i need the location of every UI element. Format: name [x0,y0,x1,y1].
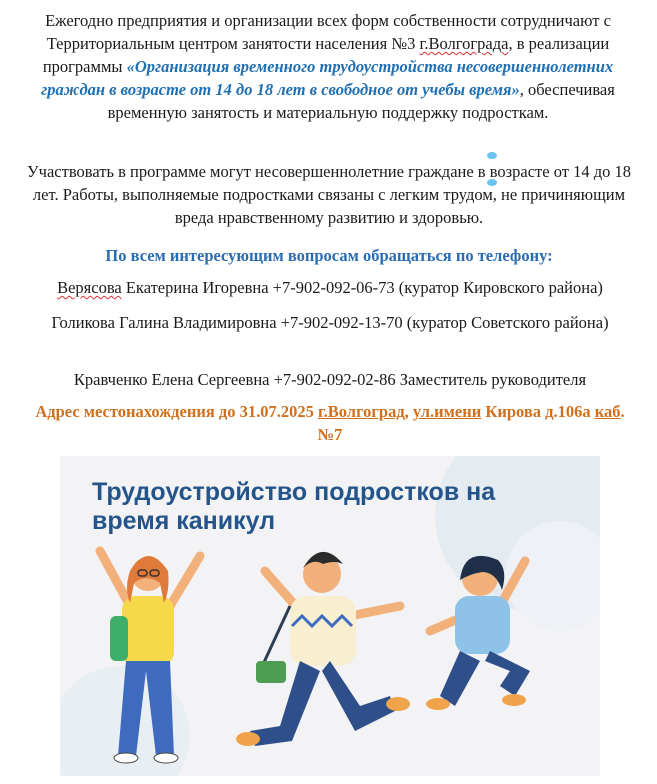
banner-image [60,456,600,776]
address-room-rest: . №7 [317,402,625,444]
address-room: каб [594,402,621,421]
contact-line: Кравченко Елена Сергеевна +7-902-092-02-86 Заместитель руководителя [73,370,587,389]
questions-heading: По всем интересующим вопросам обращаться по телефону: [105,246,553,265]
intro-text: Ежегодно предприятия и организации всех форм собственности сотрудничают с Территориальным центром занятости населения №3 [45,11,611,53]
contact-details: Екатерина Игоревна +7-902-092-06-73 (куратор Кировского района) [121,278,603,297]
contact-line: Голикова Галина Владимировна +7-902-092-13-70 (куратор Советского района) [51,313,609,332]
boy-center-figure [236,552,410,746]
cursor-marker-icon [487,152,497,159]
banner-title: Трудоустройство подростков на время каникул [92,478,496,535]
intro-text-3: , обеспечивая временную занятость и материальную поддержку подросткам. [107,80,615,122]
intro-city: г.Волгограда [419,34,509,53]
intro-paragraph [22,9,634,124]
program-name: «Организация временного трудоустройства несовершеннолетних граждан в возрасте от 14 до 18 лет в свободное от учебы время» [41,57,614,99]
address-line [30,400,630,446]
contact-line [10,276,650,299]
address-sep: , [404,402,413,421]
address-city: г.Волгоград [318,402,405,421]
address-street-rest: Кирова д.106а [481,402,595,421]
participation-paragraph: Участвовать в программе могут несовершеннолетние граждане в возрасте от 14 до 18 лет. Работы, выполняемые подростками связаны с легким трудом, не причиняющим вреда нравственному развитию и здоровью. [27,162,631,227]
address-street: ул.имени [412,402,482,421]
girl-right-figure [426,556,530,710]
address-prefix: Адрес местонахождения до 31.07.2025 [35,402,319,421]
intro-text-2: , в реализации программы [42,34,610,76]
contact-surname: Верясова [57,278,122,297]
